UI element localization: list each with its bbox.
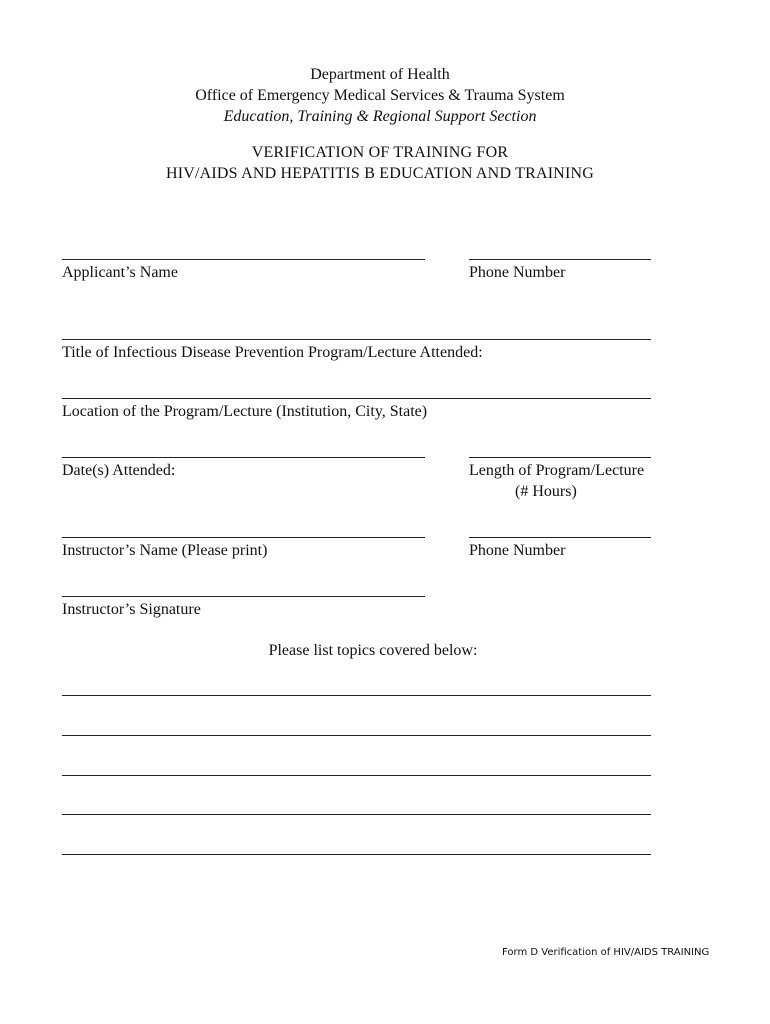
instructor-signature-line[interactable]	[62, 596, 425, 597]
instructor-phone-label: Phone Number	[469, 542, 566, 559]
applicant-phone-line[interactable]	[469, 259, 651, 260]
instructor-name-label: Instructor’s Name (Please print)	[62, 542, 268, 559]
location-label: Location of the Program/Lecture (Institution, City, State)	[62, 403, 428, 420]
applicant-phone-label: Phone Number	[469, 264, 566, 281]
form-title-line-1: VERIFICATION OF TRAINING FOR	[251, 144, 509, 161]
form-title-line-2: HIV/AIDS AND HEPATITIS B EDUCATION AND TRAINING	[165, 165, 595, 182]
applicant-name-label: Applicant’s Name	[62, 264, 178, 281]
dates-attended-line[interactable]	[62, 457, 425, 458]
section-name: Education, Training & Regional Support Section	[223, 108, 537, 125]
location-line[interactable]	[62, 398, 651, 399]
instructor-signature-label: Instructor’s Signature	[62, 601, 201, 618]
office-name: Office of Emergency Medical Services & Trauma System	[195, 87, 565, 104]
form-footer: Form D Verification of HIV/AIDS TRAINING	[502, 947, 710, 958]
program-title-line[interactable]	[62, 339, 651, 340]
program-title-label: Title of Infectious Disease Prevention Program/Lecture Attended:	[62, 344, 483, 361]
applicant-name-line[interactable]	[62, 259, 425, 260]
topics-line[interactable]	[62, 695, 651, 696]
instructor-name-line[interactable]	[62, 537, 425, 538]
program-length-line[interactable]	[469, 457, 651, 458]
program-length-hours-label: (# Hours)	[515, 483, 577, 500]
topics-prompt: Please list topics covered below:	[268, 642, 478, 659]
dates-attended-label: Date(s) Attended:	[62, 462, 176, 479]
program-length-label: Length of Program/Lecture	[469, 462, 645, 479]
topics-line[interactable]	[62, 775, 651, 776]
topics-line[interactable]	[62, 735, 651, 736]
instructor-phone-line[interactable]	[469, 537, 651, 538]
topics-line[interactable]	[62, 814, 651, 815]
department-name: Department of Health	[310, 66, 450, 83]
topics-line[interactable]	[62, 854, 651, 855]
